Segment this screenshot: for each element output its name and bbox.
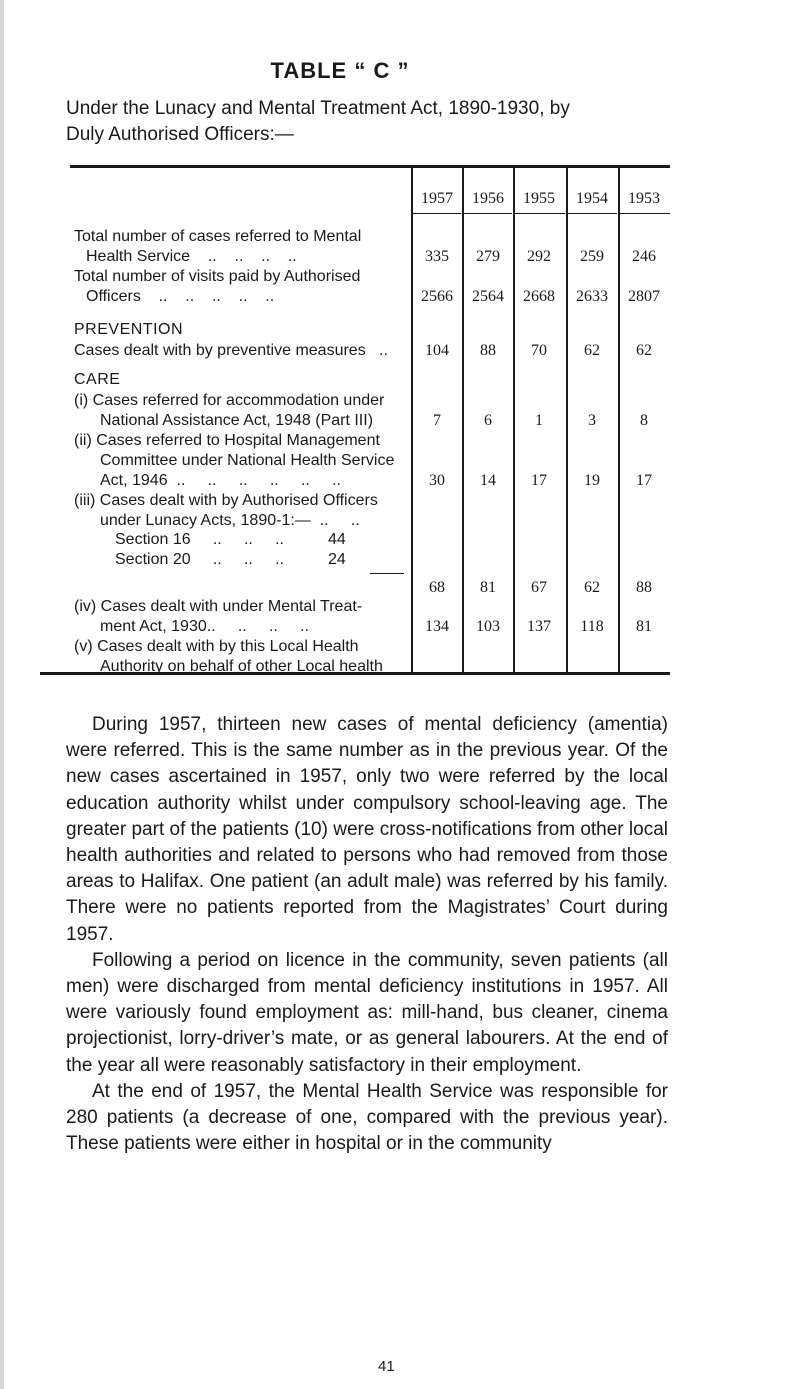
row-label: Health Service .. .. .. ..: [86, 248, 297, 265]
row-label: (v) Cases dealt with by this Local Health: [74, 638, 359, 655]
row-label: Total number of cases referred to Mental: [74, 228, 362, 245]
cell-value: 81: [480, 579, 496, 596]
subsection-row: Section 20 .. .. .. 24: [115, 551, 346, 568]
cell-value: 134: [425, 618, 449, 635]
row-label: (iii) Cases dealt with by Authorised Officers: [74, 492, 378, 509]
row-label: Cases dealt with by preventive measures ..: [74, 342, 388, 359]
paragraph: During 1957, thirteen new cases of mental deficiency (amentia) were referred. This is the same number as in the previous year. Of the new cases ascertained in 1957, only two were referred by the local education authority whilst under compulsory school-leaving age. The greater part of the patients (10) were cross-notifications from other local health authorities and related to persons who had removed from those areas to Halifax. One patient (an adult male) was referred by his family. There were no patients reported from the Magistrates’ Court during 1957.: [66, 714, 668, 945]
row-label: Committee under National Health Service: [100, 452, 395, 469]
cell-value: 2564: [472, 288, 504, 305]
page-number: 41: [378, 1358, 395, 1375]
cell-value: 17: [636, 472, 652, 489]
paragraph: Following a period on licence in the community, seven patients (all men) were discharged from mental deficiency institutions in 1957. All were variously found employment as: mill-hand, bus cleaner, cinema projectionist, lorry-driver’s mate, or as general labourers. At the end of the year all were reasonably satisfactory in their employment.: [66, 949, 668, 1076]
table-intro: [66, 96, 686, 148]
cell-value: 292: [527, 248, 551, 265]
cell-value: 8: [640, 412, 648, 429]
cell-value: 103: [476, 618, 500, 635]
cell-value: 30: [429, 472, 445, 489]
row-label: (ii) Cases referred to Hospital Management: [74, 432, 380, 449]
cell-value: 2633: [576, 288, 608, 305]
cell-value: 1: [535, 412, 543, 429]
cell-value: 246: [632, 248, 656, 265]
cell-value: 88: [636, 579, 652, 596]
year-header: 1955: [523, 190, 555, 207]
cell-value: 17: [531, 472, 547, 489]
row-label: Authority on behalf of other Local health: [100, 658, 383, 675]
cell-value: 279: [476, 248, 500, 265]
cell-value: 2807: [628, 288, 660, 305]
cell-value: 68: [429, 579, 445, 596]
row-label: Officers .. .. .. .. ..: [86, 288, 275, 305]
row-label: (iv) Cases dealt with under Mental Treat-: [74, 598, 363, 615]
intro-line-1: Under the Lunacy and Mental Treatment Act, 1890-1930, by: [66, 98, 570, 119]
cell-value: 118: [580, 618, 604, 635]
section-heading: CARE: [74, 371, 121, 388]
scan-edge: [0, 0, 4, 1389]
cell-value: 62: [584, 579, 600, 596]
cell-value: 81: [636, 618, 652, 635]
row-label: ment Act, 1930.. .. .. ..: [100, 618, 309, 635]
cell-value: 62: [584, 342, 600, 359]
cell-value: 2566: [421, 288, 453, 305]
row-label: under Lunacy Acts, 1890-1:— .. ..: [100, 512, 360, 529]
cell-value: 19: [584, 472, 600, 489]
intro-line-2: Duly Authorised Officers:—: [66, 124, 294, 145]
year-header: 1957: [421, 190, 453, 207]
cell-value: 137: [527, 618, 551, 635]
table-lower-rows: [70, 165, 670, 675]
cell-value: 14: [480, 472, 496, 489]
cell-value: 67: [531, 579, 547, 596]
row-label: National Assistance Act, 1948 (Part III): [100, 412, 374, 429]
cell-value: 3: [588, 412, 596, 429]
cell-value: 6: [484, 412, 492, 429]
year-header: 1953: [628, 190, 660, 207]
cell-value: 2668: [523, 288, 555, 305]
section-heading: PREVENTION: [74, 321, 184, 338]
body-text: [66, 712, 668, 1157]
year-header: 1956: [472, 190, 504, 207]
cell-value: 7: [433, 412, 441, 429]
row-label: Act, 1946 .. .. .. .. .. ..: [100, 472, 341, 489]
row-label: (i) Cases referred for accommodation under: [74, 392, 385, 409]
cell-value: 335: [425, 248, 449, 265]
row-label: Total number of visits paid by Authorised: [74, 268, 361, 285]
cell-value: 104: [425, 342, 449, 359]
year-header: 1954: [576, 190, 608, 207]
table-title: TABLE “ C ”: [270, 58, 410, 83]
paragraph: At the end of 1957, the Mental Health Service was responsible for 280 patients (a decrease of one, compared with the previous year). These patients were either in hospital or in the community: [66, 1080, 668, 1155]
cell-value: 259: [580, 248, 604, 265]
cell-value: 70: [531, 342, 547, 359]
cell-value: 88: [480, 342, 496, 359]
subsection-row: Section 16 .. .. .. 44: [115, 531, 346, 548]
cell-value: 62: [636, 342, 652, 359]
